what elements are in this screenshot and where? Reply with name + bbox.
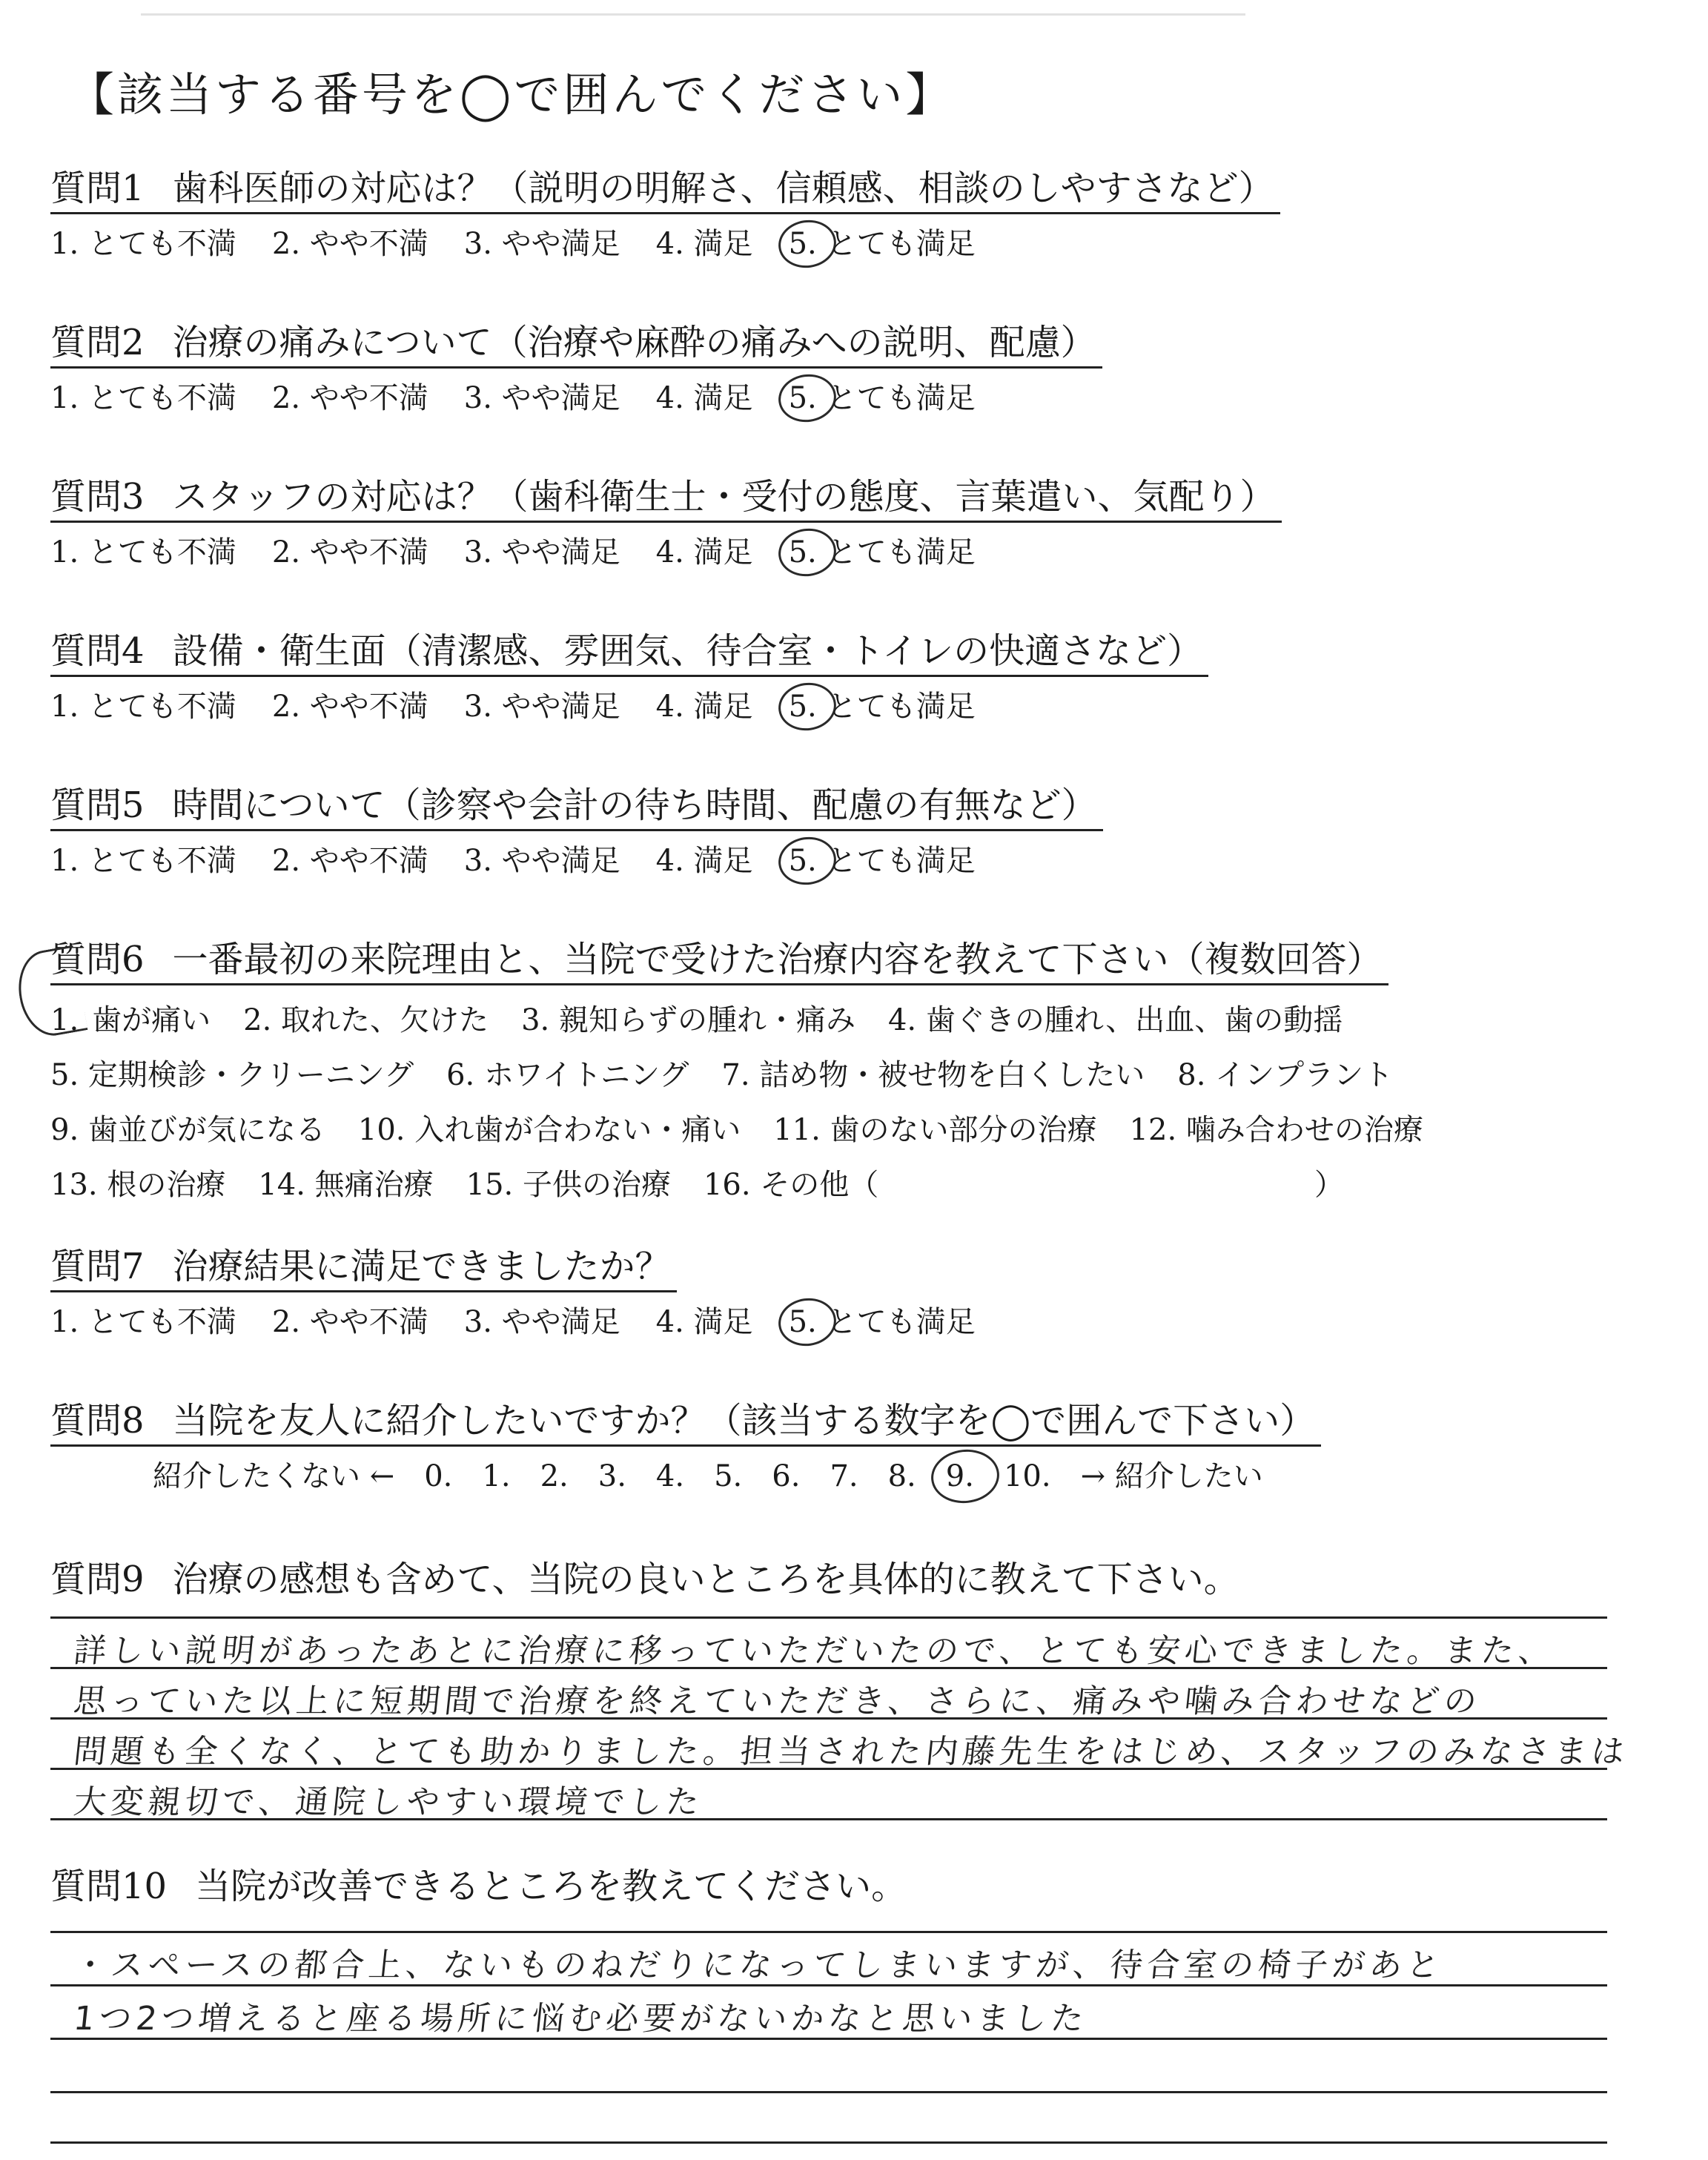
- option-1[interactable]: 1. とても不満: [50, 844, 236, 878]
- handwritten-answer-line[interactable]: 大変親切で、通院しやすい環境でした: [71, 1783, 706, 1821]
- score-6[interactable]: 6.: [772, 1459, 801, 1493]
- question-number: 質問8: [50, 1400, 145, 1441]
- option-5-label: とても満足: [827, 227, 976, 261]
- recommend-low-label: 紹介したくない ←: [153, 1459, 395, 1493]
- score-0[interactable]: 0.: [424, 1459, 453, 1493]
- option-2[interactable]: 2. やや不満: [271, 535, 428, 569]
- option-2[interactable]: 2. やや不満: [271, 227, 428, 261]
- question-text: 設備・衛生面（清潔感、雰囲気、待合室・トイレの快適さなど）: [172, 630, 1203, 672]
- option-2[interactable]: 2. やや不満: [271, 381, 428, 415]
- question-text: スタッフの対応は？（歯科衛生士・受付の態度、言葉遣い、気配り）: [172, 476, 1276, 518]
- reason-11[interactable]: 11. 歯のない部分の治療: [773, 1113, 1097, 1147]
- question-9: [50, 1556, 1239, 1603]
- score-7[interactable]: 7.: [830, 1459, 858, 1493]
- reason-16-close-paren: ）: [1314, 1168, 1344, 1202]
- option-4[interactable]: 4. 満足: [655, 381, 753, 415]
- question-2: [50, 319, 1102, 417]
- question-8: [50, 1397, 1321, 1496]
- reason-12[interactable]: 12. 噛み合わせの治療: [1129, 1113, 1423, 1147]
- question-text: 治療の感想も含めて、当院の良いところを具体的に教えて下さい。: [172, 1559, 1239, 1600]
- satisfaction-options: [50, 687, 1208, 726]
- score-2[interactable]: 2.: [540, 1459, 569, 1493]
- reason-row-4: [50, 1157, 1456, 1212]
- question-text: 治療結果に満足できましたか？: [172, 1246, 671, 1287]
- satisfaction-options: [50, 1303, 1011, 1341]
- reason-row-3: [50, 1103, 1456, 1157]
- answer-line: [50, 2141, 1607, 2144]
- question-9-heading: [50, 1556, 1239, 1603]
- score-9-circled[interactable]: 9.: [946, 1457, 974, 1496]
- reason-8[interactable]: 8. インプラント: [1177, 1058, 1394, 1092]
- option-4[interactable]: 4. 満足: [655, 535, 753, 569]
- reason-2[interactable]: 2. 取れた、欠けた: [243, 1003, 489, 1037]
- question-number: 質問10: [50, 1866, 168, 1907]
- option-5-circled[interactable]: 5.: [789, 1303, 817, 1341]
- satisfaction-options: [50, 533, 1282, 572]
- reason-6[interactable]: 6. ホワイトニング: [446, 1058, 689, 1092]
- question-text: 当院を友人に紹介したいですか？（該当する数字を◯で囲んで下さい）: [172, 1400, 1316, 1441]
- question-number: 質問1: [50, 168, 145, 209]
- question-number: 質問2: [50, 322, 145, 363]
- option-3[interactable]: 3. やや満足: [463, 381, 620, 415]
- satisfaction-options: [50, 842, 1103, 880]
- option-4[interactable]: 4. 満足: [655, 227, 753, 261]
- question-2-heading: [50, 319, 1102, 369]
- question-1-heading: [50, 165, 1280, 214]
- satisfaction-options: [50, 225, 1280, 263]
- satisfaction-options: [50, 379, 1102, 417]
- handwritten-answer-line[interactable]: 思っていた以上に短期間で治療を終えていただき、さらに、痛みや噛み合わせなどの: [71, 1682, 1483, 1720]
- option-5-circled[interactable]: 5.: [789, 687, 817, 726]
- question-7-heading: [50, 1243, 677, 1292]
- recommend-high-label: → 紹介したい: [1080, 1459, 1263, 1493]
- option-2[interactable]: 2. やや不満: [271, 844, 428, 878]
- handwritten-answer-line[interactable]: ・スペースの都合上、ないものねだりになってしまいますが、待合室の椅子があと: [71, 1946, 1446, 1984]
- option-5-circled[interactable]: 5.: [789, 225, 817, 263]
- question-4-heading: [50, 627, 1208, 677]
- question-6: [50, 936, 1456, 1212]
- question-5: [50, 782, 1103, 880]
- option-4[interactable]: 4. 満足: [655, 844, 753, 878]
- option-5-label: とても満足: [827, 535, 976, 569]
- question-number: 質問9: [50, 1559, 145, 1600]
- score-5[interactable]: 5.: [714, 1459, 743, 1493]
- reason-16-other-field[interactable]: 16. その他（: [703, 1168, 879, 1202]
- question-10: [50, 1863, 907, 1910]
- survey-instruction-title: 【該当する番号を◯で囲んでください】: [68, 67, 955, 122]
- reason-options: [50, 993, 1456, 1212]
- option-3[interactable]: 3. やや満足: [463, 844, 620, 878]
- option-5-label: とても満足: [827, 1305, 976, 1339]
- question-7: [50, 1243, 1011, 1341]
- recommend-scale: [50, 1457, 1321, 1496]
- option-1[interactable]: 1. とても不満: [50, 227, 236, 261]
- question-8-heading: [50, 1397, 1321, 1447]
- reason-row-1: [50, 993, 1456, 1048]
- question-number: 質問7: [50, 1246, 145, 1287]
- answer-line: [50, 2091, 1607, 2093]
- handwritten-answer-line[interactable]: 1つ2つ増えると座る場所に悩む必要がないかなと思いました: [71, 2000, 1090, 2038]
- reason-15[interactable]: 15. 子供の治療: [466, 1168, 671, 1202]
- option-2[interactable]: 2. やや不満: [271, 1305, 428, 1339]
- question-text: 治療の痛みについて（治療や麻酔の痛みへの説明、配慮）: [172, 322, 1096, 363]
- question-text: 当院が改善できるところを教えてください。: [195, 1866, 907, 1907]
- reason-5[interactable]: 5. 定期検診・クリーニング: [50, 1058, 414, 1092]
- reason-13[interactable]: 13. 根の治療: [50, 1168, 226, 1202]
- option-5-circled[interactable]: 5.: [789, 533, 817, 572]
- question-number: 質問3: [50, 476, 145, 518]
- option-1[interactable]: 1. とても不満: [50, 381, 236, 415]
- question-4: [50, 627, 1208, 726]
- question-10-heading: [50, 1863, 907, 1910]
- answer-line: [50, 1931, 1607, 1933]
- reason-1-label: 歯が痛い: [92, 1003, 211, 1037]
- option-1[interactable]: 1. とても不満: [50, 690, 236, 724]
- reason-row-2: [50, 1048, 1456, 1103]
- reason-1-circled[interactable]: 1.: [50, 993, 79, 1048]
- question-number: 質問5: [50, 785, 145, 826]
- question-number: 質問4: [50, 630, 145, 672]
- reason-3[interactable]: 3. 親知らずの腫れ・痛み: [521, 1003, 855, 1037]
- question-6-heading: [50, 936, 1388, 985]
- option-5-label: とても満足: [827, 381, 976, 415]
- option-3[interactable]: 3. やや満足: [463, 227, 620, 261]
- handwritten-answer-line[interactable]: 問題も全くなく、とても助かりました。担当された内藤先生をはじめ、スタッフのみなさまは: [71, 1733, 1631, 1771]
- option-5-circled[interactable]: 5.: [789, 842, 817, 880]
- answer-line: [50, 1616, 1607, 1619]
- question-number: 質問6: [50, 939, 145, 980]
- question-5-heading: [50, 782, 1103, 831]
- score-3[interactable]: 3.: [598, 1459, 626, 1493]
- option-4[interactable]: 4. 満足: [655, 1305, 753, 1339]
- question-text: 歯科医師の対応は？（説明の明解さ、信頼感、相談のしやすさなど）: [172, 168, 1274, 209]
- score-4[interactable]: 4.: [655, 1459, 685, 1493]
- option-5-label: とても満足: [827, 690, 976, 724]
- score-10[interactable]: 10.: [1003, 1459, 1051, 1493]
- option-1[interactable]: 1. とても不満: [50, 535, 236, 569]
- option-3[interactable]: 3. やや満足: [463, 1305, 620, 1339]
- option-3[interactable]: 3. やや満足: [463, 690, 620, 724]
- handwritten-answer-line[interactable]: 詳しい説明があったあとに治療に移っていただいたので、とても安心できました。また、: [71, 1632, 1558, 1670]
- reason-9[interactable]: 9. 歯並びが気になる: [50, 1113, 325, 1147]
- score-1[interactable]: 1.: [482, 1459, 511, 1493]
- option-4[interactable]: 4. 満足: [655, 690, 753, 724]
- reason-10[interactable]: 10. 入れ歯が合わない・痛い: [357, 1113, 741, 1147]
- scan-edge-line: [141, 13, 1245, 16]
- reason-4[interactable]: 4. 歯ぐきの腫れ、出血、歯の動揺: [887, 1003, 1343, 1037]
- question-1: [50, 165, 1280, 263]
- score-8[interactable]: 8.: [887, 1459, 916, 1493]
- question-text: 一番最初の来院理由と、当院で受けた治療内容を教えて下さい（複数回答）: [172, 939, 1383, 980]
- question-3: [50, 473, 1282, 572]
- option-5-label: とても満足: [827, 844, 976, 878]
- question-text: 時間について（診察や会計の待ち時間、配慮の有無など）: [172, 785, 1097, 826]
- reason-7[interactable]: 7. 詰め物・被せ物を白くしたい: [721, 1058, 1145, 1092]
- option-5-circled[interactable]: 5.: [789, 379, 817, 417]
- option-2[interactable]: 2. やや不満: [271, 690, 428, 724]
- option-3[interactable]: 3. やや満足: [463, 535, 620, 569]
- question-3-heading: [50, 473, 1282, 523]
- reason-14[interactable]: 14. 無痛治療: [258, 1168, 434, 1202]
- option-1[interactable]: 1. とても不満: [50, 1305, 236, 1339]
